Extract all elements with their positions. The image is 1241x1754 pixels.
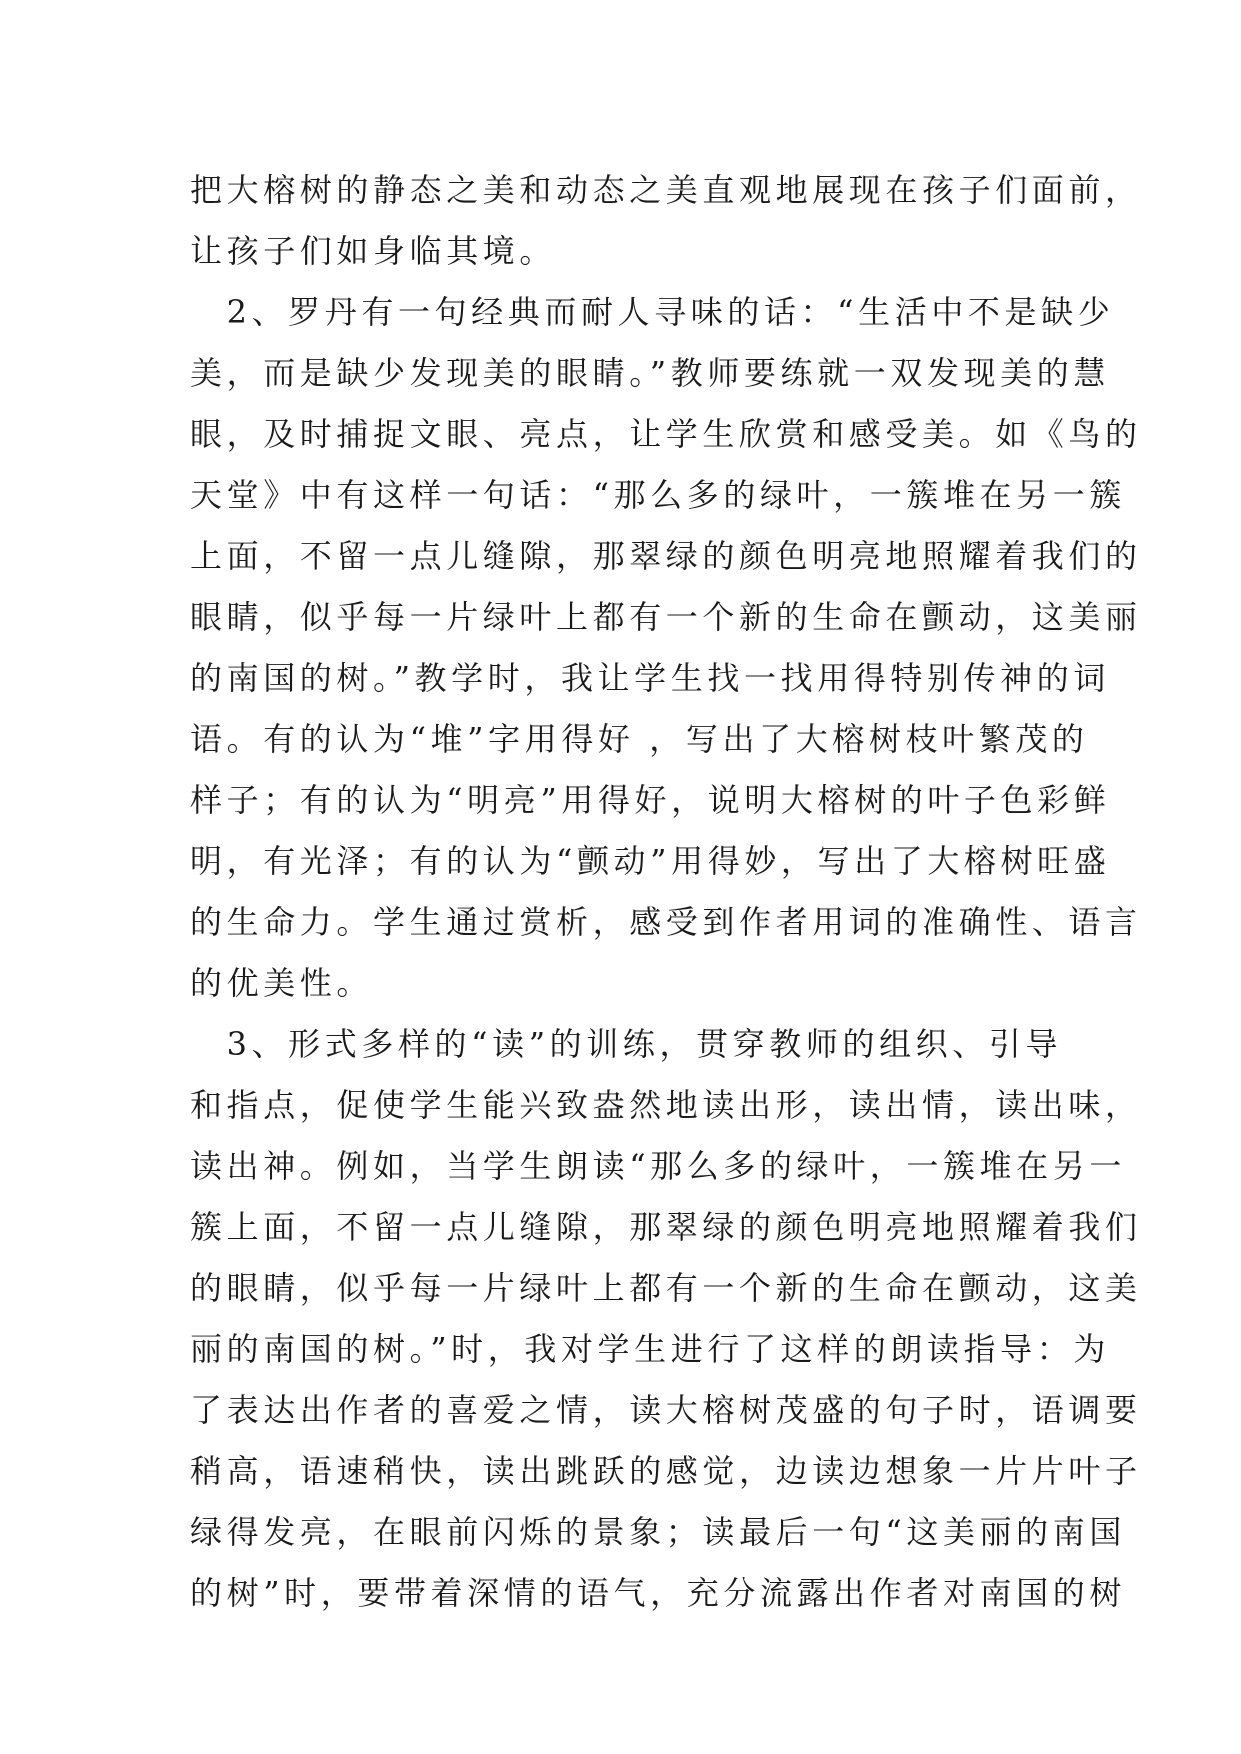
text-line: 稍高，语速稍快，读出跳跃的感觉，边读边想象一片片叶子 (190, 1452, 1142, 1490)
paragraph-p1 (190, 160, 1142, 282)
text-line: 样子；有的认为“明亮”用得好，说明大榕树的叶子色彩鲜 (190, 781, 1111, 819)
text-line: 的生命力。学生通过赏析，感受到作者用词的准确性、语言 (190, 903, 1142, 941)
document-body (190, 160, 1142, 1624)
text-line: 3、形式多样的“读”的训练，贯穿教师的组织、引导 (190, 1025, 1063, 1063)
text-line: 上面，不留一点儿缝隙，那翠绿的颜色明亮地照耀着我们的 (190, 537, 1142, 575)
text-line: 的优美性。 (190, 964, 374, 1002)
text-line: 了表达出作者的喜爱之情，读大榕树茂盛的句子时，语调要 (190, 1391, 1142, 1429)
text-line: 的眼睛，似乎每一片绿叶上都有一个新的生命在颤动，这美 (190, 1269, 1142, 1307)
text-line: 的南国的树。”教学时，我让学生找一找用得特别传神的词 (190, 659, 1110, 697)
text-line: 眼，及时捕捉文眼、亮点，让学生欣赏和感受美。如《鸟的 (190, 415, 1142, 453)
text-line: 的树”时，要带着深情的语气，充分流露出作者对南国的树 (190, 1574, 1126, 1612)
text-line: 和指点，促使学生能兴致盎然地读出形，读出情，读出味， (190, 1086, 1142, 1124)
paragraph-p3 (190, 1014, 1142, 1624)
text-line: 丽的南国的树。”时，我对学生进行了这样的朗读指导：为 (190, 1330, 1110, 1368)
text-line: 簇上面，不留一点儿缝隙，那翠绿的颜色明亮地照耀着我们 (190, 1208, 1142, 1246)
text-line: 天堂》中有这样一句话：“那么多的绿叶，一簇堆在另一簇 (190, 476, 1126, 514)
text-line: 绿得发亮，在眼前闪烁的景象；读最后一句“这美丽的南国 (190, 1513, 1126, 1551)
text-line: 把大榕树的静态之美和动态之美直观地展现在孩子们面前， (190, 171, 1142, 209)
text-line: 眼睛，似乎每一片绿叶上都有一个新的生命在颤动，这美丽 (190, 598, 1142, 636)
text-line: 让孩子们如身临其境。 (190, 232, 557, 270)
text-line: 明，有光泽；有的认为“颤动”用得妙，写出了大榕树旺盛 (190, 842, 1111, 880)
text-line: 读出神。例如，当学生朗读“那么多的绿叶，一簇堆在另一 (190, 1147, 1126, 1185)
text-line: 语。有的认为“堆”字用得好 ，写出了大榕树枝叶繁茂的 (190, 720, 1089, 758)
paragraph-p2 (190, 282, 1142, 1014)
text-line: 美，而是缺少发现美的眼睛。”教师要练就一双发现美的慧 (190, 354, 1110, 392)
text-line: 2、罗丹有一句经典而耐人寻味的话：“生活中不是缺少 (190, 293, 1115, 331)
